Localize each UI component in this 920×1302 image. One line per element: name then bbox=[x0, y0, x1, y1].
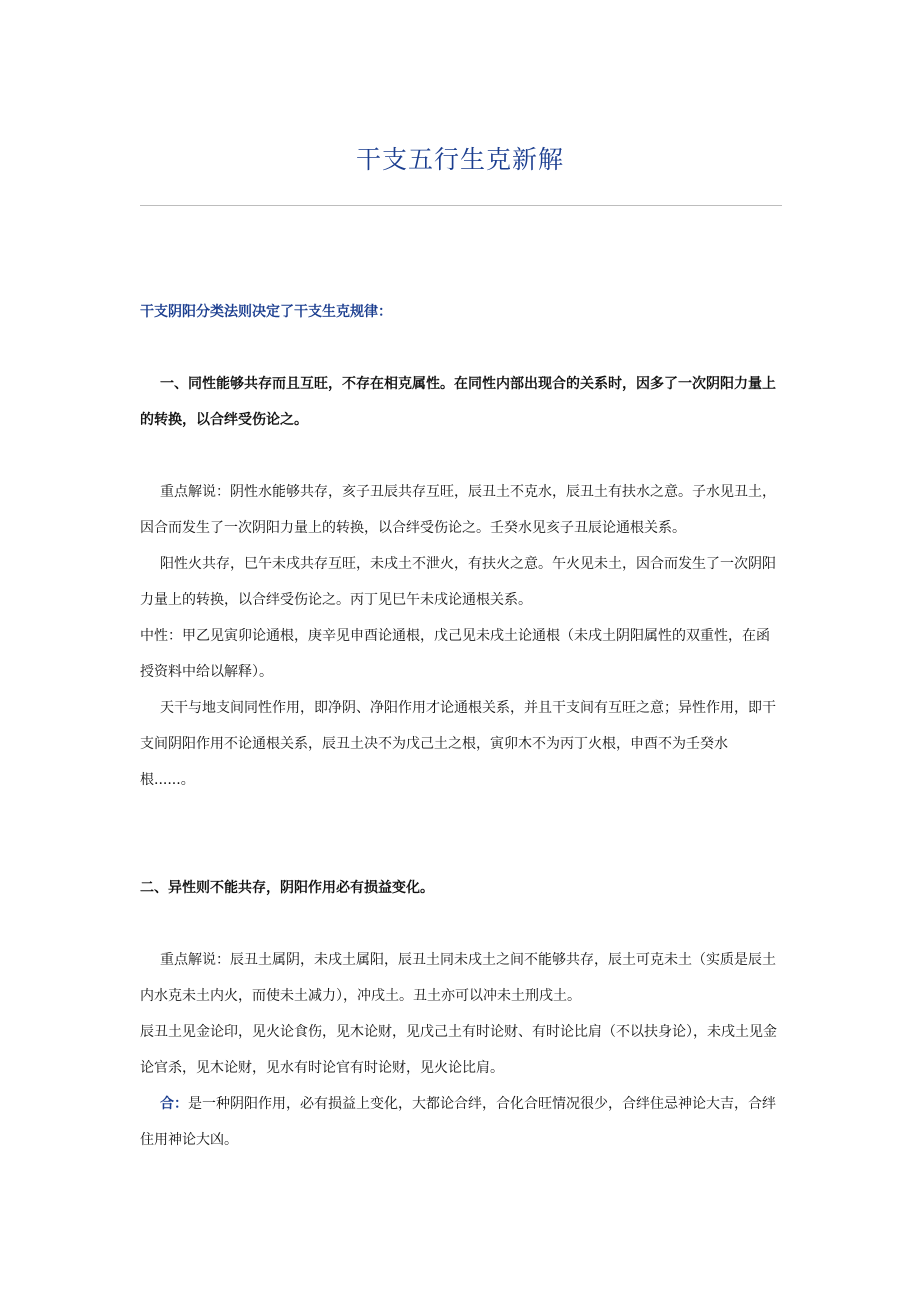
he-paragraph bbox=[140, 1086, 782, 1158]
title-divider bbox=[140, 205, 782, 206]
rule2-heading: 二、异性则不能共存，阴阳作用必有损益变化。 bbox=[140, 880, 434, 896]
rule2-explanation bbox=[140, 942, 782, 1158]
rule1-explain-para-1: 重点解说：阴性水能够共存，亥子丑辰共存互旺，辰丑土不克水，辰丑土有扶水之意。子水见丑土，因合而发生了一次阴阳力量上的转换，以合绊受伤论之。壬癸水见亥子丑辰论通根关系。 bbox=[140, 484, 776, 536]
rule1-explain-para-4: 天干与地支间同性作用，即净阴、净阳作用才论通根关系，并且干支间有互旺之意；异性作用，即干支间阴阳作用不论通根关系，辰丑土决不为戊己土之根，寅卯木不为丙丁火根，申酉不为壬癸水根......。 bbox=[140, 700, 776, 788]
rule2-explain-para-1: 重点解说：辰丑土属阴，未戌土属阳，辰丑土同未戌土之间不能够共存，辰土可克未土（实质是辰土内水克未土内火，而使未土减力），冲戌土。丑土亦可以冲未土刑戌土。 bbox=[140, 952, 776, 1004]
intro-block bbox=[140, 294, 782, 330]
rule1-heading: 一、同性能够共存而且互旺，不存在相克属性。在同性内部出现合的关系时，因多了一次阴阳力量上的转换，以合绊受伤论之。 bbox=[140, 376, 776, 428]
rule2-block bbox=[140, 870, 782, 906]
rule1-block bbox=[140, 366, 782, 438]
he-label: 合： bbox=[160, 1096, 188, 1112]
rule2-explain-para-2: 辰丑土见金论印，见火论食伤，见木论财，见戊己土有时论财、有时论比肩（不以扶身论），未戌土见金论官杀，见木论财，见水有时论官有时论财，见火论比肩。 bbox=[140, 1024, 777, 1076]
intro-heading: 干支阴阳分类法则决定了干支生克规律： bbox=[140, 304, 392, 320]
rule1-explain-para-3: 中性：甲乙见寅卯论通根，庚辛见申酉论通根，戊己见未戌土论通根（未戌土阴阳属性的双重性，在函授资料中给以解释）。 bbox=[140, 628, 770, 680]
rule1-explanation bbox=[140, 474, 782, 798]
document-title: 干支五行生克新解 bbox=[355, 145, 564, 174]
he-text: 是一种阴阳作用，必有损益上变化，大都论合绊，合化合旺情况很少，合绊住忌神论大吉，合绊住用神论大凶。 bbox=[140, 1096, 776, 1148]
rule1-explain-para-2: 阳性火共存，巳午未戌共存互旺，未戌土不泄火，有扶火之意。午火见未土，因合而发生了一次阴阳力量上的转换，以合绊受伤论之。丙丁见巳午未戌论通根关系。 bbox=[140, 556, 776, 608]
